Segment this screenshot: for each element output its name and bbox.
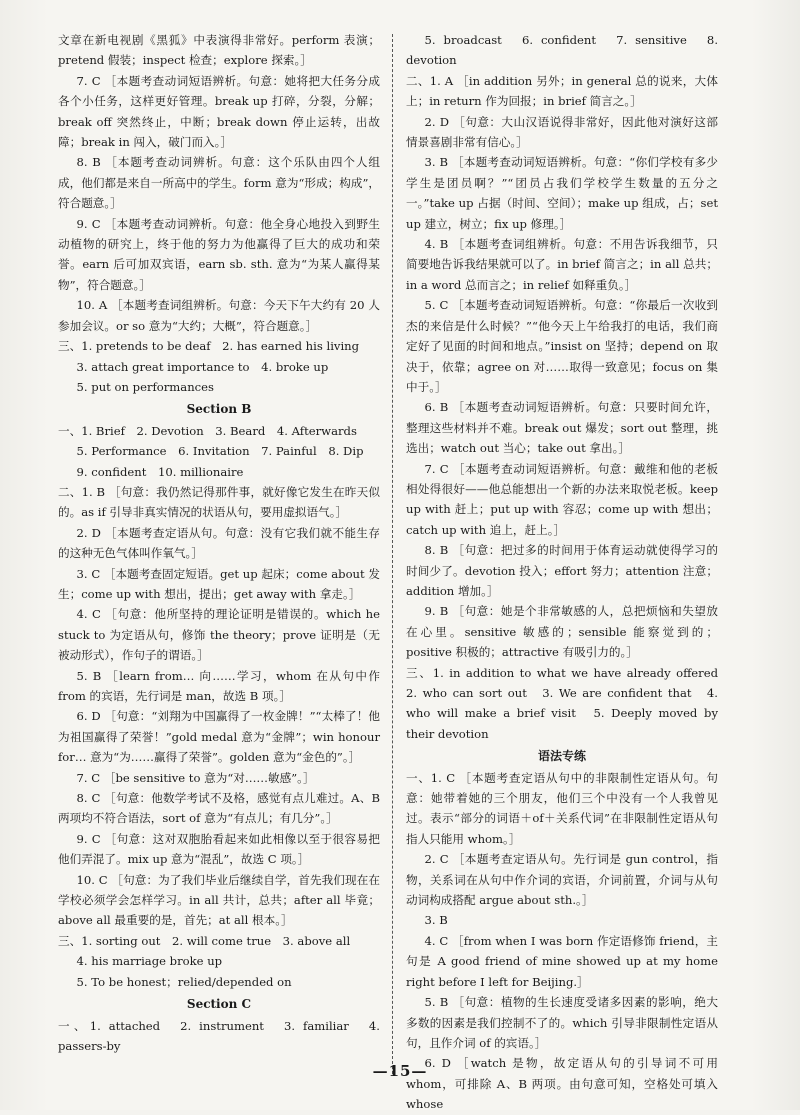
page-number: —15— <box>372 1062 428 1080</box>
answer-paragraph: 5. To be honest；relied/depended on <box>76 974 292 989</box>
answer-paragraph: 9. C ［本题考查动词辨析。句意：他全身心地投入到野生动植物的研究上，终于他的努力为他赢得了巨大的成功和荣誉。earn 后可加双宾语，earn sb. sth. 意为“为某人赢得某物”，符合题意。］ <box>58 216 380 292</box>
answer-paragraph: 5. B ［learn from… 向……学习，whom 在从句中作 from 的宾语，先行词是 man，故选 B 项。］ <box>58 668 380 703</box>
section-heading: Section C <box>186 997 252 1012</box>
answer-paragraph: 3. B ［本题考查动词短语辨析。句意：“你们学校有多少学生是团员啊？”“团员占我们学校学生数量的五分之一。”take up 占据（时间、空间）；make up 组成，占；set up 建立，树立；fix up 修理。］ <box>406 155 718 231</box>
answer-paragraph: 5. Performance 6. Invitation 7. Painful 8. Dip <box>76 444 364 459</box>
answer-paragraph: 6. D ［句意：“刘翔为中国赢得了一枚金牌！”“太棒了！他为祖国赢得了荣誉！”gold medal 意为“金牌”；win honour for… 意为“为……赢得了荣誉”。golden 意为“金色的”。］ <box>58 709 380 765</box>
right-column <box>406 30 730 1115</box>
answer-paragraph: 10. A ［本题考查词组辨析。句意：今天下午大约有 20 人参加会议。or so 意为“大约；大概”，符合题意。］ <box>58 298 380 333</box>
answer-paragraph: 4. C ［from when I was born 作定语修饰 friend，主句是 A good friend of mine showed up at my home right before I left for Beijing.］ <box>406 933 718 989</box>
answer-paragraph: 5. put on performances <box>76 379 214 394</box>
answer-paragraph: 5. B ［句意：植物的生长速度受诸多因素的影响，绝大多数的因素是我们控制不了的。which 引导非限制性定语从句，且作介词 of 的宾语。］ <box>406 995 718 1050</box>
answer-paragraph: 二、1. B ［句意：我仍然记得那件事，就好像它发生在昨天似的。as if 引导非真实情况的状语从句，要用虚拟语气。］ <box>58 484 380 520</box>
answer-paragraph: 7. C ［本题考查动词短语辨析。句意：她将把大任务分成各个小任务，这样更好管理。break up 打碎，分裂，分解；break off 突然终止，中断；break down 停止运转，出故障；break in 闯入，破门而入。］ <box>58 73 380 150</box>
answer-paragraph: 9. confident 10. millionaire <box>76 464 244 479</box>
answer-paragraph: 8. C ［句意：他数学考试不及格，感觉有点儿难过。A、B 两项均不符合语法，sort of 意为“有点儿；有几分”。］ <box>58 791 380 826</box>
left-column <box>58 30 380 1056</box>
column-divider <box>392 34 393 1074</box>
answer-paragraph: 一、1. Brief 2. Devotion 3. Beard 4. Afterwards <box>58 423 357 438</box>
section-heading: Section B <box>186 402 252 417</box>
answer-paragraph: 9. B ［句意：她是个非常敏感的人，总把烦恼和失望放在心里。sensitive 敏感的；sensible 能察觉到的；positive 积极的；attractive 有吸引力的。］ <box>406 604 718 660</box>
answer-paragraph: 5. C ［本题考查动词短语辨析。句意：“你最后一次收到杰的来信是什么时候？”“他今天上午给我打的电话，我们商定好了见面的时间和地点。”insist on 坚持；depend on 取决于，依靠；agree on 对……取得一致意见；focus on 集中于。］ <box>406 298 718 394</box>
answer-paragraph: 4. his marriage broke up <box>76 954 223 969</box>
answer-paragraph: 6. B ［本题考查动词短语辨析。句意：只要时间允许，整理这些材料并不难。break out 爆发；sort out 整理，挑选出；watch out 当心；take out 拿出。］ <box>406 400 718 456</box>
answer-paragraph: 9. C ［句意：这对双胞胎看起来如此相像以至于很容易把他们弄混了。mix up 意为“混乱”，故选 C 项。］ <box>58 831 380 867</box>
answer-paragraph: 一、1. C ［本题考查定语从句中的非限制性定语从句。句意：她带着她的三个朋友，他们三个中没有一个人我曾见过。表示“部分的词语＋of＋关系代词”在非限制性定语从句指人只能用 whom。］ <box>406 770 718 846</box>
answer-paragraph: 7. C ［本题考查动词短语辨析。句意：戴维和他的老板相处得很好——他总能想出一个新的办法来取悦老板。keep up with 赶上；put up with 容忍；come up with 想出；catch up with 追上，赶上。］ <box>406 461 718 537</box>
answer-paragraph: 4. C ［句意：他所坚持的理论证明是错误的。which he stuck to 为定语从句，修饰 the theory；prove 证明是（无被动形式），作句子的谓语。］ <box>58 607 380 663</box>
answer-paragraph: 8. B ［本题考查动词辨析。句意：这个乐队由四个人组成，他们都是来自一所高中的学生。form 意为“形成；构成”，符合题意。］ <box>58 155 380 211</box>
answer-paragraph: 3. attach great importance to 4. broke up <box>76 359 329 374</box>
answer-paragraph: 一、1. attached 2. instrument 3. familiar 4. passers-by <box>58 1018 380 1053</box>
answer-paragraph: 文章在新电视剧《黑狐》中表演得非常好。perform 表演；pretend 假装；inspect 检查；explore 探索。］ <box>58 33 380 68</box>
answer-paragraph: 2. D ［本题考查定语从句。句意：没有它我们就不能生存的这种无色气体叫作氧气。］ <box>58 525 380 561</box>
answer-paragraph: 4. B ［本题考查词组辨析。句意：不用告诉我细节，只简要地告诉我结果就可以了。in brief 简言之；in all 总共；in a word 总而言之；in relief 如释重负。］ <box>406 237 718 292</box>
answer-paragraph: 8. B ［句意：把过多的时间用于体育运动就使得学习的时间少了。devotion 投入；effort 努力；attention 注意；addition 增加。］ <box>406 543 718 598</box>
answer-paragraph: 7. C ［be sensitive to 意为“对……敏感”。］ <box>76 770 315 785</box>
answer-paragraph: 二、1. A ［in addition 另外；in general 总的说来，大体上；in return 作为回报；in brief 简言之。］ <box>406 73 718 109</box>
answer-paragraph: 10. C ［句意：为了我们毕业后继续自学，首先我们现在在学校必须学会怎样学习。in all 共计，总共；after all 毕竟；above all 最重要的是，首先；at all 根本。］ <box>58 872 380 928</box>
section-heading: 语法专练 <box>537 749 586 764</box>
answer-paragraph: 6. D ［watch 是物，故定语从句的引导词不可用 whom，可排除 A、B 两项。由句意可知，空格处可填入 whose <box>406 1056 718 1112</box>
answer-paragraph: 5. broadcast 6. confident 7. sensitive 8. devotion <box>406 33 718 68</box>
answer-paragraph: 三、1. in addition to what we have already offered 2. who can sort out 3. We are confident that 4. who will make a brief visit 5. Deeply moved by their devotion <box>406 665 730 741</box>
answer-paragraph: 3. B <box>424 913 448 928</box>
answer-paragraph: 2. D ［句意：大山汉语说得非常好，因此他对演好这部情景喜剧非常有信心。］ <box>406 114 718 150</box>
answer-paragraph: 三、1. pretends to be deaf 2. has earned his living <box>58 339 360 354</box>
answer-paragraph: 2. C ［本题考查定语从句。先行词是 gun control，指物，关系词在从句中作介词的宾语，介词前置，介词与从句动词构成搭配 argue about sth.。］ <box>406 852 718 908</box>
answer-paragraph: 三、1. sorting out 2. will come true 3. above all <box>58 933 351 948</box>
answer-paragraph: 3. C ［本题考查固定短语。get up 起床；come about 发生；come up with 想出，提出；get away with 拿走。］ <box>58 566 380 601</box>
